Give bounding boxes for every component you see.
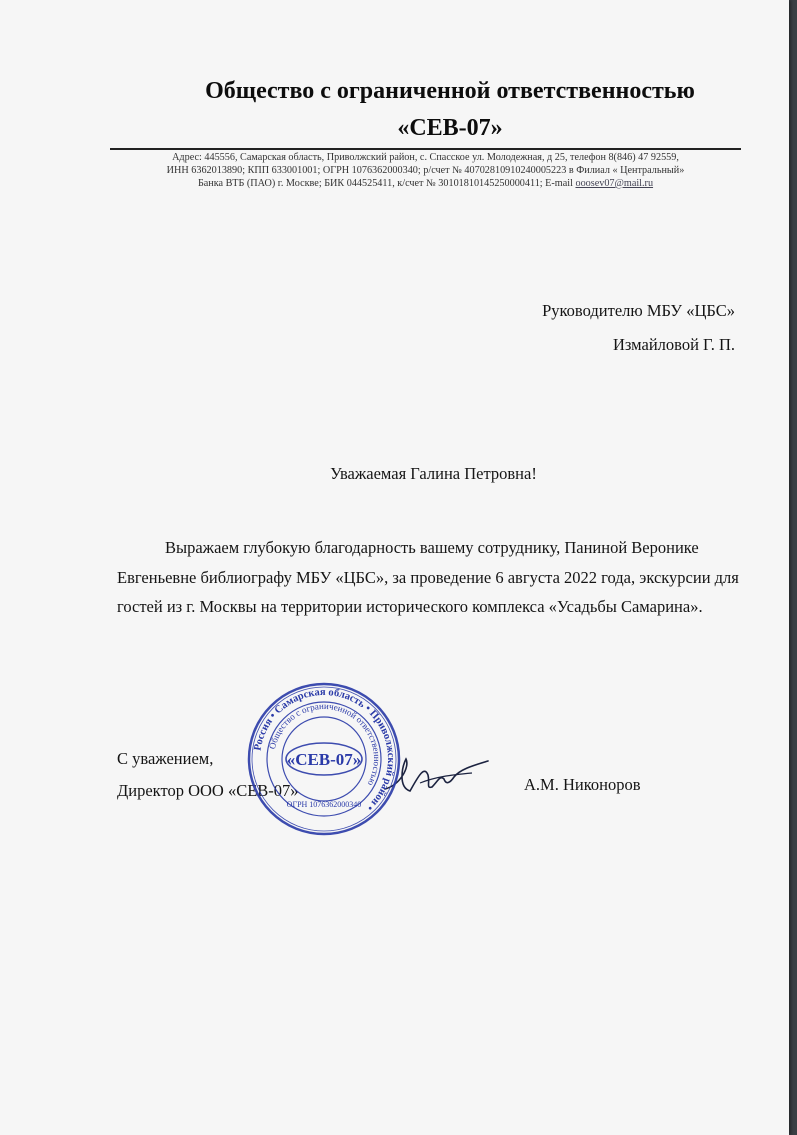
- svg-text:ОГРН 1076362000340: ОГРН 1076362000340: [286, 800, 362, 809]
- email-link[interactable]: ooosev07@mail.ru: [575, 177, 654, 189]
- addressee-position: Руководителю МБУ «ЦБС»: [542, 301, 735, 320]
- requisites-line-2: ИНН 6362013890; КПП 633001001; ОГРН 1076362000340; р/счет № 40702810910240005223 в Филиал « Центральный»: [166, 164, 685, 176]
- company-stamp: [246, 681, 402, 837]
- addressee-block: [542, 294, 735, 362]
- closing-phrase: С уважением,: [117, 749, 214, 768]
- company-name: «СЕВ-07»: [397, 115, 503, 141]
- company-requisites: [110, 152, 741, 190]
- requisites-line-1: Адрес: 445556, Самарская область, Приволжский район, с. Спасское ул. Молодежная, д 25, телефон 8(846) 47 92559,: [172, 152, 679, 163]
- letter-body: Выражаем глубокую благодарность вашему сотруднику, Паниной Веронике Евгеньевне библиографу МБУ «ЦБС», за проведение 6 августа 2022 года, экскурсии для гостей из г. Москвы на территории исторического комплекса «Усадьбы Самарина».: [117, 538, 739, 616]
- signer-title: Директор ООО «СЕВ-07»: [117, 781, 299, 800]
- requisites-line-3-text: Банка ВТБ (ПАО) г. Москве; БИК 044525411, к/счет № 30101810145250000411; E-mail: [197, 177, 576, 189]
- salutation: Уважаемая Галина Петровна!: [330, 464, 537, 483]
- svg-text:Россия • Самарская область • П: Россия • Самарская область • Приволжский район •: [252, 686, 397, 813]
- svg-text:Общество с ограниченной ответс: Общество с ограниченной ответственностью: [267, 700, 383, 788]
- svg-text:«СЕВ-07»: «СЕВ-07»: [286, 750, 362, 769]
- addressee-name: Измайловой Г. П.: [612, 335, 735, 354]
- stamp-graphic: [246, 681, 402, 837]
- requisites-line-3: [110, 178, 741, 191]
- signer-name: А.М. Никоноров: [524, 775, 641, 794]
- company-title: Общество с ограниченной ответственностью: [205, 78, 695, 104]
- header-divider: [110, 148, 741, 150]
